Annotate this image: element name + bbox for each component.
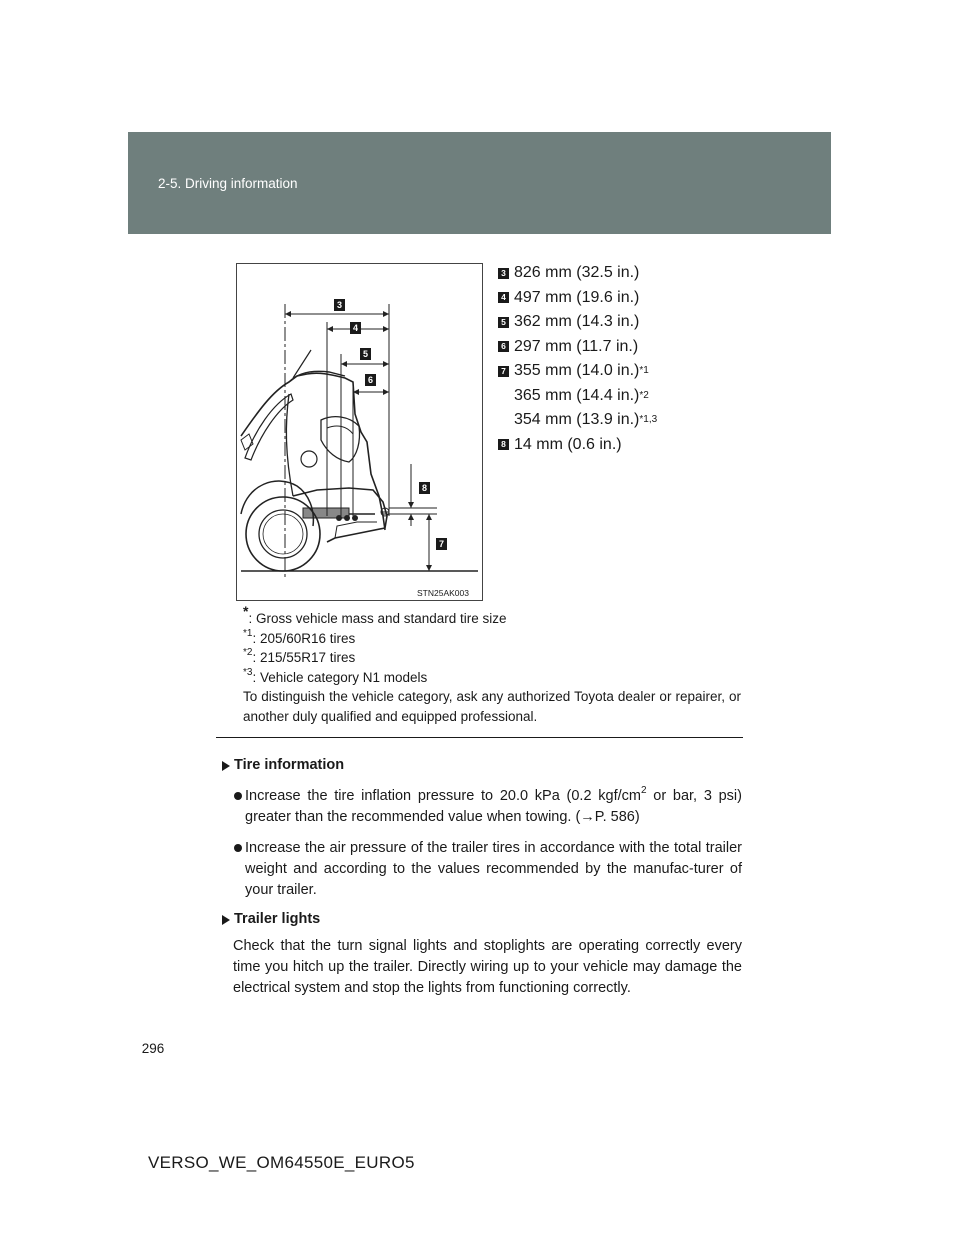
- category-note: To distinguish the vehicle category, ask any authorized Toyota dealer or repairer, or another duly qualified and equipped professional.: [243, 689, 741, 724]
- dimension-row: 7 355 mm (14.0 in.) *1: [498, 359, 657, 384]
- footnote-mark: *: [243, 603, 249, 619]
- dimension-value: 826 mm (32.5 in.): [514, 264, 640, 281]
- footnote-mark: *2: [243, 647, 253, 658]
- dimension-number: 5: [498, 317, 509, 328]
- callout-3: 3: [334, 299, 345, 311]
- dimension-number: 4: [498, 292, 509, 303]
- triangle-bullet-icon: [222, 915, 230, 925]
- dimension-value: 355 mm (14.0 in.): [514, 362, 640, 379]
- footnote-text: : 215/55R17 tires: [252, 650, 356, 665]
- dimension-number: 8: [498, 439, 509, 450]
- callout-5: 5: [360, 348, 371, 360]
- dimension-number: 6: [498, 341, 509, 352]
- vehicle-rear-diagram: [236, 263, 483, 601]
- towing-notes: [222, 755, 742, 999]
- footnote: [243, 603, 741, 629]
- dimension-number: 7: [498, 366, 509, 377]
- footnote: [243, 668, 741, 688]
- bullet-dot-icon: [234, 844, 242, 852]
- callout-4: 4: [350, 322, 361, 334]
- dimension-number: 3: [498, 268, 509, 279]
- dimension-row: [498, 310, 657, 335]
- tire-info-bullet: Increase the tire inflation pressure to 20.0 kPa (0.2 kgf/$cm^2$ or bar, 3 psi) greater than the recommended value when towing. (→P. 586): [222, 786, 742, 828]
- section-divider: [216, 737, 743, 738]
- dimension-row: 354 mm (13.9 in.) *1,3: [498, 408, 657, 433]
- dimension-value: 14 mm (0.6 in.): [514, 435, 622, 453]
- dimension-row: [498, 335, 657, 360]
- figure-code: STN25AK003: [417, 588, 469, 598]
- tire-info-bullet: Increase the air pressure of the trailer tires in accordance with the total trailer weight and according to the values recommended by the manufac-turer of your trailer.: [222, 838, 742, 901]
- page-number: 296: [141, 1041, 165, 1056]
- trailer-lights-heading: Trailer lights: [222, 909, 742, 930]
- dimension-value: 365 mm (14.4 in.): [514, 386, 640, 404]
- dimension-row: [498, 433, 657, 458]
- dimension-row: [498, 286, 657, 311]
- callout-7: 7: [436, 538, 447, 550]
- footnote: [243, 629, 741, 649]
- footnote-text: : Gross vehicle mass and standard tire size: [248, 611, 507, 626]
- tire-info-heading: Tire information: [222, 755, 742, 776]
- document-code: VERSO_WE_OM64550E_EURO5: [148, 1153, 415, 1172]
- header-band: [128, 132, 831, 234]
- trailer-lights-text: Check that the turn signal lights and stoplights are operating correctly every time you hitch up the trailer. Directly wiring up to your vehicle may damage the electrical system and stop the lights from functioning correctly.: [233, 938, 742, 996]
- footnote-mark: *1: [243, 627, 253, 639]
- dimension-value: 354 mm (13.9 in.): [514, 411, 640, 428]
- callout-8: 8: [419, 482, 430, 494]
- dimension-row: [498, 261, 657, 286]
- dimension-list: [498, 261, 657, 457]
- section-title: 2-5. Driving information: [158, 176, 298, 191]
- triangle-bullet-icon: [222, 761, 230, 771]
- bullet-dot-icon: [234, 792, 242, 800]
- dimension-value: 362 mm (14.3 in.): [514, 313, 640, 330]
- footnote-mark: *3: [243, 666, 253, 678]
- footnote-text: : Vehicle category N1 models: [252, 669, 428, 685]
- dimension-value: 297 mm (11.7 in.): [514, 337, 639, 355]
- footnotes: [243, 603, 741, 726]
- footnote: [243, 648, 741, 668]
- dimension-value: 497 mm (19.6 in.): [514, 288, 640, 306]
- dimension-row: 365 mm (14.4 in.) *2: [498, 384, 657, 409]
- callout-6: 6: [365, 374, 376, 386]
- footnote-text: : 205/60R16 tires: [252, 630, 356, 646]
